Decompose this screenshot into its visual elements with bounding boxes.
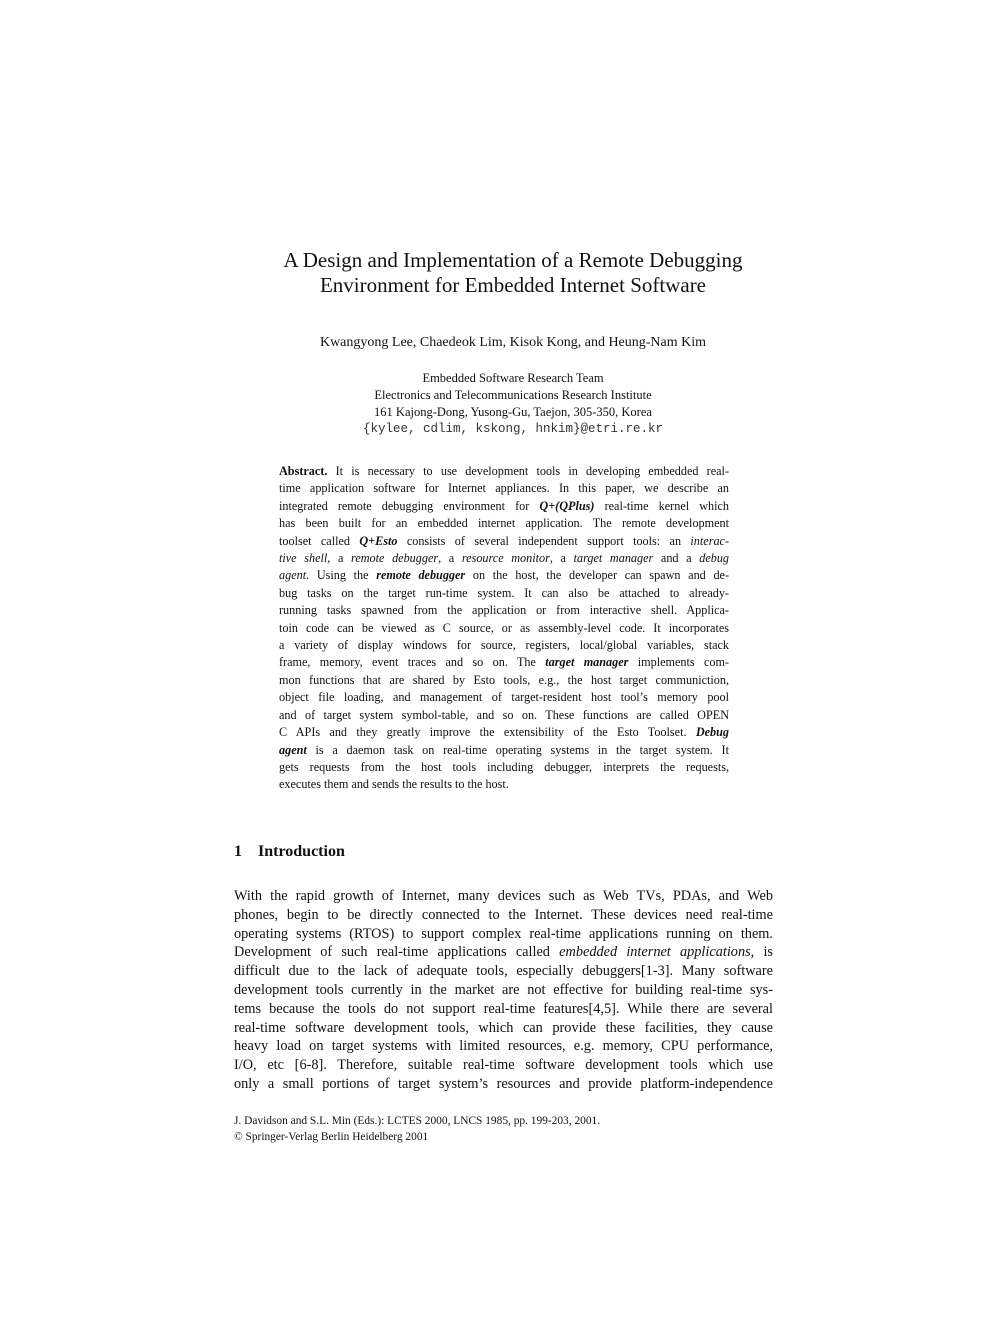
abstract-label: Abstract. xyxy=(279,464,328,478)
abstract xyxy=(279,463,729,794)
authors: Kwangyong Lee, Chaedeok Lim, Kisok Kong, and Heung-Nam Kim xyxy=(319,335,707,350)
qplus-term: Q+(QPlus) xyxy=(539,498,595,513)
abstract-line: time application software for Internet appliances. In this paper, we describe an xyxy=(279,481,729,496)
abstract-line: agent is a daemon task on real-time operating systems in the target system. It xyxy=(279,742,729,757)
abstract-line: tive shell, a remote debugger, a resource monitor, a target manager and a debug xyxy=(279,551,730,566)
body-line: I/O, etc [6-8]. Therefore, suitable real-time software development tools which use xyxy=(234,1057,773,1074)
abstract-line: running tasks spawned from the application or from interactive shell. Applica- xyxy=(279,603,729,618)
body-line: With the rapid growth of Internet, many devices such as Web TVs, PDAs, and Web xyxy=(234,888,773,904)
paper-title xyxy=(200,248,826,298)
intro-paragraph xyxy=(234,887,773,1094)
abstract-line: gets requests from the host tools including debugger, interprets the requests, xyxy=(279,759,729,774)
section-number: 1 xyxy=(234,843,242,860)
abstract-line: mon functions that are shared by Esto tools, e.g., the host target communiction, xyxy=(279,672,729,687)
abstract-line: object file loading, and management of target-resident host tool’s memory pool xyxy=(279,690,729,705)
abstract-line: agent. Using the remote debugger on the host, the developer can spawn and de- xyxy=(279,568,730,583)
abstract-line: Abstract. It is necessary to use development tools in developing embedded real- xyxy=(279,464,729,478)
abstract-line: frame, memory, event traces and so on. The target manager implements com- xyxy=(279,655,729,670)
title-line-2: Environment for Embedded Internet Software xyxy=(319,273,707,297)
body-line: real-time software development tools, which can provide these facilities, they cause xyxy=(234,1019,773,1036)
qesto-term: Q+Esto xyxy=(359,533,398,548)
affiliation-institute: Electronics and Telecommunications Research Institute xyxy=(374,388,652,402)
abstract-line: executes them and sends the results to the host. xyxy=(279,777,509,792)
body-line: Development of such real-time applications called embedded internet applications, is xyxy=(234,944,773,961)
body-line: phones, begin to be directly connected to the Internet. These devices need real-time xyxy=(234,906,773,923)
body-line: tems because the tools do not support real-time features[4,5]. While there are several xyxy=(234,1000,773,1017)
affiliation-team: Embedded Software Research Team xyxy=(422,371,604,385)
footer xyxy=(234,1114,600,1145)
body-line: operating systems (RTOS) to support complex real-time applications running on them. xyxy=(234,925,773,942)
body-line: heavy load on target systems with limited resources, e.g. memory, CPU performance, xyxy=(234,1038,773,1055)
abstract-line: integrated remote debugging environment for Q+(QPlus) real-time kernel which xyxy=(279,498,730,513)
abstract-line: has been built for an embedded internet application. The remote development xyxy=(279,516,729,531)
citation: J. Davidson and S.L. Min (Eds.): LCTES 2000, LNCS 1985, pp. 199-203, 2001. xyxy=(234,1115,601,1127)
title-line-1: A Design and Implementation of a Remote Debugging xyxy=(283,248,743,272)
abstract-line: a variety of display windows for source, registers, local/global variables, stack xyxy=(279,638,729,653)
body-line: development tools currently in the market are not effective for building real-time sys- xyxy=(234,981,773,998)
affiliation-address: 161 Kajong-Dong, Yusong-Gu, Taejon, 305-350, Korea xyxy=(374,405,652,419)
abstract-line: bug tasks on the target run-time system. It can also be attached to already- xyxy=(279,585,729,600)
section-title: Introduction xyxy=(258,843,345,860)
body-line: only a small portions of target system’s resources and provide platform-independence xyxy=(234,1075,773,1092)
abstract-line: toin code can be viewed as C source, or as assembly-level code. It incorporates xyxy=(279,620,729,635)
section-heading xyxy=(234,843,345,861)
copyright: © Springer-Verlag Berlin Heidelberg 2001 xyxy=(234,1130,429,1143)
abstract-line: C APIs and they greatly improve the extensibility of the Esto Toolset. Debug xyxy=(279,725,729,740)
body-line: difficult due to the lack of adequate tools, especially debuggers[1-3]. Many software xyxy=(234,963,773,980)
affiliation xyxy=(200,370,826,438)
abstract-line: and of target system symbol-table, and so on. These functions are called OPEN xyxy=(279,707,729,722)
affiliation-emails: {kylee, cdlim, kskong, hnkim}@etri.re.kr xyxy=(362,422,664,436)
abstract-line: toolset called Q+Esto consists of several independent support tools: an interac- xyxy=(279,533,730,548)
